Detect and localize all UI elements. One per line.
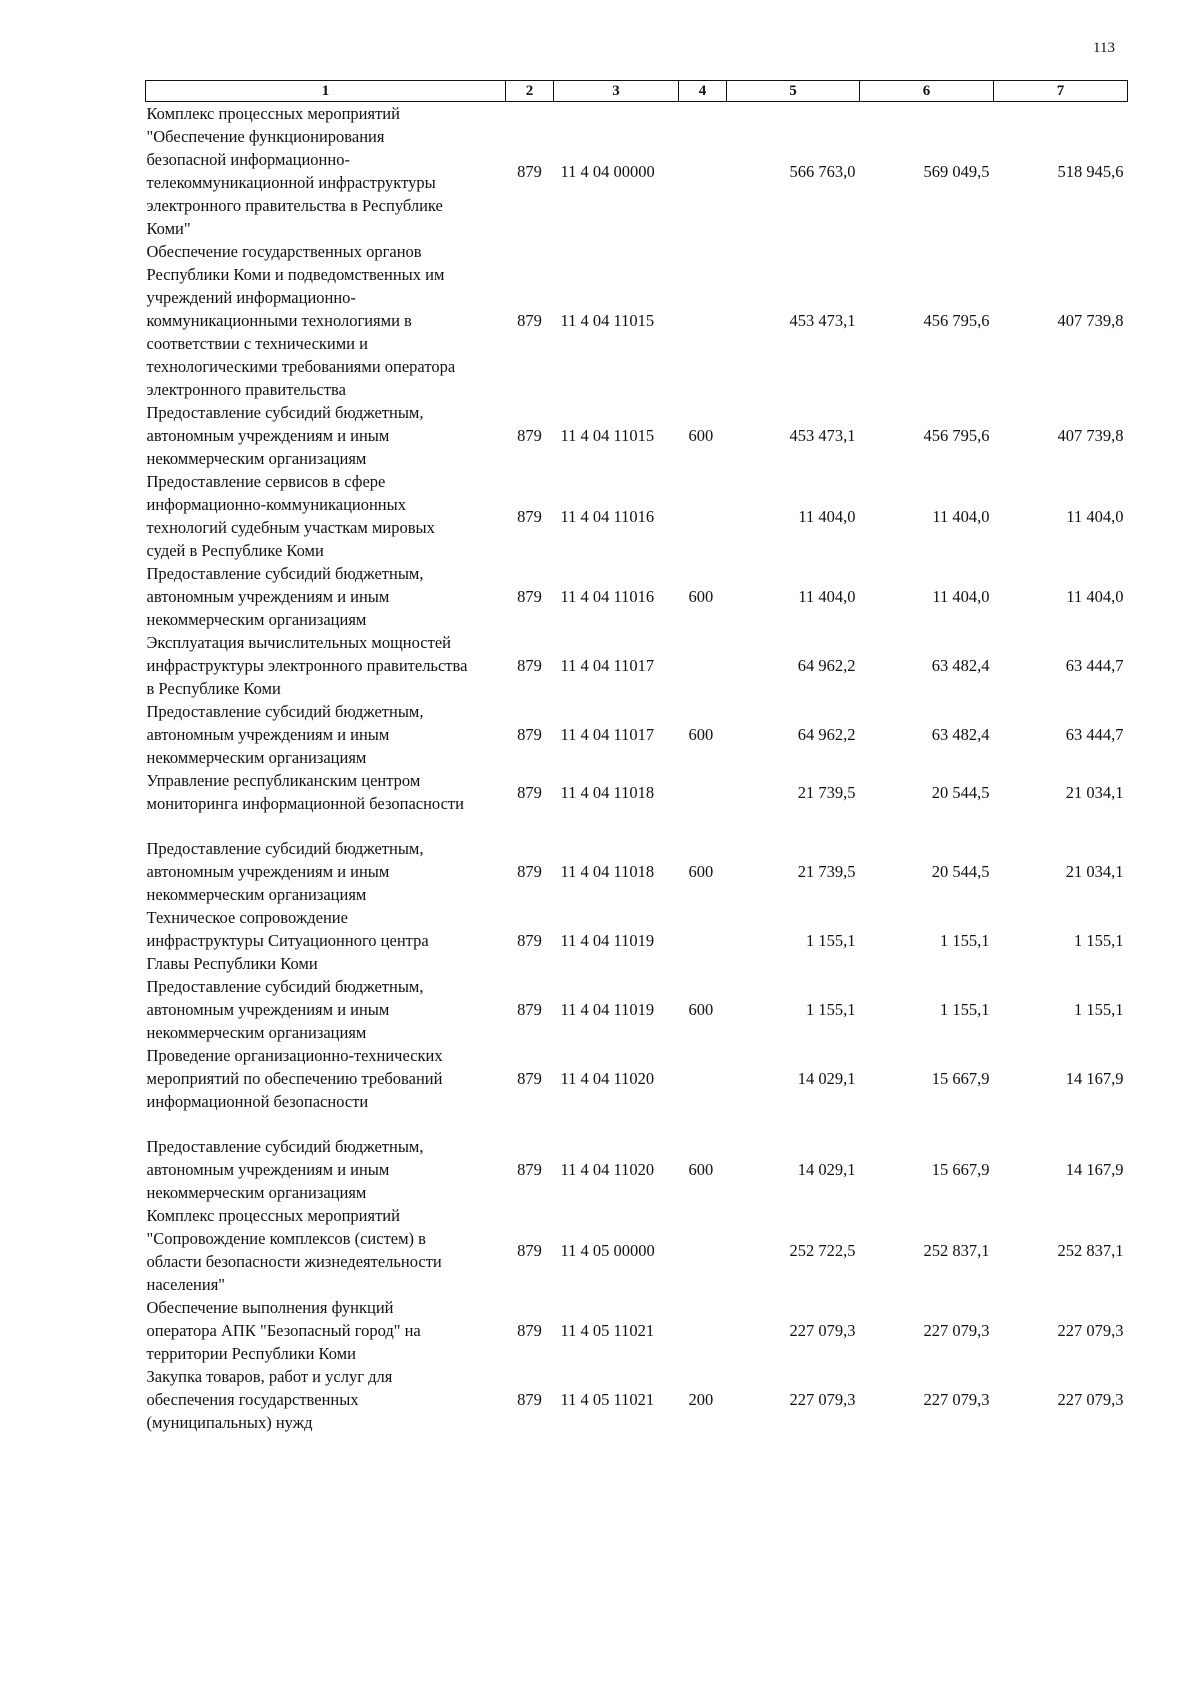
row-name-line: Проведение организационно-технических [146,1046,443,1065]
row-name [146,562,506,631]
row-amount-1: 227 079,3 [789,1321,856,1340]
row-target-code: 11 4 04 11019 [560,931,655,950]
row-name-line: населения" [146,1275,226,1294]
row-name [146,1044,506,1135]
row-amount-2: 20 544,5 [931,782,990,802]
row-expense-type: 600 [688,1000,714,1019]
row-amount-3: 407 739,8 [1057,426,1124,445]
table-row [146,1204,1128,1296]
row-grbs: 879 [517,506,542,526]
row-amount-3: 11 404,0 [1066,587,1124,606]
table-row [146,1365,1128,1434]
row-name-line: судей в Республике Коми [146,541,324,560]
row-name-line: Предоставление субсидий бюджетным, [146,839,424,858]
row-name-line: Техническое сопровождение [146,908,348,927]
row-grbs: 879 [517,587,542,606]
header-row [146,81,1128,102]
row-amount-2: 227 079,3 [923,1321,990,1340]
row-name-line: Комплекс процессных мероприятий [146,1206,400,1225]
table-row [146,240,1128,401]
row-expense-type: 600 [688,587,714,606]
row-amount-3: 14 167,9 [1065,1069,1124,1088]
row-grbs: 879 [517,426,542,445]
row-grbs: 879 [517,1390,542,1409]
row-name-line: Предоставление субсидий бюджетным, [146,1137,424,1156]
row-name-line: некоммерческим организациям [146,885,367,904]
row-amount-1: 64 962,2 [797,656,856,675]
row-amount-3: 227 079,3 [1057,1390,1124,1409]
row-name-line: Коми" [146,219,191,238]
row-grbs: 879 [517,656,542,675]
row-grbs: 879 [517,725,542,744]
row-amount-2: 15 667,9 [931,1160,990,1179]
row-name [146,1135,506,1204]
header-col-3: 3 [554,81,679,102]
row-grbs: 879 [517,1321,542,1340]
row-name-line: обеспечения государственных [146,1390,359,1409]
row-expense-type [679,240,727,401]
header-col-7: 7 [994,81,1128,102]
budget-table [145,80,1128,1434]
row-expense-type [679,1044,727,1135]
table-row [146,906,1128,975]
table-row [146,1296,1128,1365]
row-name-line: технологий судебным участкам мировых [146,518,435,537]
row-grbs: 879 [517,1160,542,1179]
row-target-code: 11 4 04 11018 [560,862,655,881]
row-name-line: некоммерческим организациям [146,610,367,629]
row-name-line: Обеспечение выполнения функций [146,1298,394,1317]
row-name [146,1204,506,1296]
row-amount-3: 21 034,1 [1065,862,1124,881]
row-name [146,1296,506,1365]
header-col-1: 1 [146,81,506,102]
row-amount-3: 227 079,3 [1057,1321,1124,1340]
row-expense-type [679,906,727,975]
row-name-line: в Республике Коми [146,679,281,698]
row-name-line: мероприятий по обеспечению требований [146,1069,443,1088]
page-number: 113 [1093,40,1115,56]
row-name-line: автономным учреждениям и иным [146,1000,390,1019]
row-amount-3: 63 444,7 [1065,725,1124,744]
row-amount-1: 1 155,1 [806,1000,856,1019]
row-amount-2: 1 155,1 [940,931,990,950]
table-row [146,837,1128,906]
row-name-line: некоммерческим организациям [146,449,367,468]
row-amount-2: 227 079,3 [923,1390,990,1409]
row-name-line: автономным учреждениям и иным [146,1160,390,1179]
row-name-line: Главы Республики Коми [146,954,318,973]
row-name-line: автономным учреждениям и иным [146,587,390,606]
row-name-line: некоммерческим организациям [146,1183,367,1202]
row-name-line: коммуникационными технологиями в [146,311,412,330]
table-row [146,470,1128,562]
row-amount-3: 1 155,1 [1074,931,1124,950]
row-expense-type: 600 [688,1160,714,1179]
row-name [146,401,506,470]
table-row [146,769,1128,837]
row-amount-2: 20 544,5 [931,862,990,881]
row-name-line: автономным учреждениям и иным [146,426,390,445]
table-row [146,401,1128,470]
header-col-6: 6 [860,81,994,102]
row-expense-type: 200 [688,1390,714,1409]
row-name-line: оператора АПК "Безопасный город" на [146,1321,421,1340]
row-name [146,631,506,700]
row-grbs: 879 [517,782,542,802]
row-grbs: 879 [517,862,542,881]
row-target-code: 11 4 04 11019 [560,1000,655,1019]
row-name-line: Управление республиканским центром [146,771,421,790]
row-name-line: электронного правительства в Республике [146,196,443,215]
row-name-line: мониторинга информационной безопасности [146,794,464,813]
row-name [146,837,506,906]
row-amount-1: 11 404,0 [798,506,856,526]
row-amount-2: 63 482,4 [931,725,990,744]
row-target-code: 11 4 04 11015 [560,311,655,330]
row-name [146,700,506,769]
row-name-line: Предоставление сервисов в сфере [146,472,386,491]
row-amount-1: 227 079,3 [789,1390,856,1409]
table-row [146,102,1128,241]
row-name-line: автономным учреждениям и иным [146,725,390,744]
row-amount-2: 11 404,0 [932,587,990,606]
row-name-line: (муниципальных) нужд [146,1413,313,1432]
row-amount-3: 21 034,1 [1065,782,1124,802]
row-name-line: некоммерческим организациям [146,1023,367,1042]
row-name [146,769,506,837]
row-name-line: автономным учреждениям и иным [146,862,390,881]
row-target-code: 11 4 04 11015 [560,426,655,445]
header-col-2: 2 [506,81,554,102]
row-name [146,240,506,401]
row-name-line: Предоставление субсидий бюджетным, [146,564,424,583]
row-target-code: 11 4 04 11020 [560,1160,655,1179]
table-row [146,562,1128,631]
row-target-code: 11 4 04 11016 [560,587,655,606]
row-amount-1: 566 763,0 [789,161,856,181]
row-name-line: территории Республики Коми [146,1344,356,1363]
row-name-line: Республики Коми и подведомственных им [146,265,445,284]
row-name-line: Обеспечение государственных органов [146,242,422,261]
row-target-code: 11 4 05 00000 [560,1240,655,1260]
row-amount-2: 456 795,6 [923,311,990,330]
row-name-line: Предоставление субсидий бюджетным, [146,977,424,996]
row-amount-1: 11 404,0 [798,587,856,606]
row-amount-3: 1 155,1 [1074,1000,1124,1019]
row-name-line: информационно-коммуникационных [146,495,406,514]
table-body [146,102,1128,1435]
row-expense-type: 600 [688,426,714,445]
row-name-line: информационной безопасности [146,1092,369,1111]
row-amount-2: 11 404,0 [932,506,990,526]
row-grbs: 879 [517,161,542,181]
row-amount-1: 14 029,1 [797,1160,856,1179]
row-name [146,906,506,975]
row-name-line: Эксплуатация вычислительных мощностей [146,633,451,652]
row-grbs: 879 [517,931,542,950]
row-grbs: 879 [517,1000,542,1019]
row-target-code: 11 4 04 11020 [560,1069,655,1088]
row-name-line: "Обеспечение функционирования [146,127,385,146]
row-expense-type [679,102,727,241]
row-expense-type [679,1296,727,1365]
table-row [146,700,1128,769]
header-col-5: 5 [727,81,860,102]
table-row [146,631,1128,700]
row-name-line: инфраструктуры Ситуационного центра [146,931,429,950]
table-row [146,1044,1128,1135]
table-row [146,975,1128,1044]
row-target-code: 11 4 04 00000 [560,161,655,181]
row-grbs: 879 [517,311,542,330]
row-expense-type [679,470,727,562]
row-grbs: 879 [517,1069,542,1088]
row-expense-type: 600 [688,862,714,881]
row-name-line: соответствии с техническими и [146,334,368,353]
row-name [146,102,506,241]
row-amount-3: 407 739,8 [1057,311,1124,330]
row-amount-3: 63 444,7 [1065,656,1124,675]
row-amount-2: 569 049,5 [923,161,990,181]
row-target-code: 11 4 05 11021 [560,1321,655,1340]
row-name-line: инфраструктуры электронного правительства [146,656,468,675]
row-target-code: 11 4 05 11021 [560,1390,655,1409]
row-expense-type [679,631,727,700]
row-amount-2: 252 837,1 [923,1240,990,1260]
row-amount-3: 518 945,6 [1057,161,1124,181]
row-amount-1: 453 473,1 [789,311,856,330]
row-name-line: области безопасности жизнедеятельности [146,1252,442,1271]
row-amount-1: 14 029,1 [797,1069,856,1088]
row-target-code: 11 4 04 11017 [560,656,655,675]
row-amount-2: 456 795,6 [923,426,990,445]
row-target-code: 11 4 04 11017 [560,725,655,744]
row-name [146,470,506,562]
row-amount-3: 11 404,0 [1066,506,1124,526]
row-amount-3: 14 167,9 [1065,1160,1124,1179]
row-name [146,975,506,1044]
row-name-line: электронного правительства [146,380,346,399]
row-amount-1: 252 722,5 [789,1240,856,1260]
row-amount-2: 15 667,9 [931,1069,990,1088]
row-amount-1: 1 155,1 [806,931,856,950]
row-amount-3: 252 837,1 [1057,1240,1124,1260]
row-expense-type [679,769,727,837]
row-name [146,1365,506,1434]
row-amount-1: 21 739,5 [797,782,856,802]
row-amount-1: 453 473,1 [789,426,856,445]
row-name-line: безопасной информационно- [146,150,350,169]
row-name-line: "Сопровождение комплексов (систем) в [146,1229,426,1248]
row-name-line: учреждений информационно- [146,288,356,307]
row-name-line: некоммерческим организациям [146,748,367,767]
row-name-line: Комплекс процессных мероприятий [146,104,400,123]
row-grbs: 879 [517,1240,542,1260]
row-amount-2: 1 155,1 [940,1000,990,1019]
header-col-4: 4 [679,81,727,102]
row-name-line: Предоставление субсидий бюджетным, [146,702,424,721]
row-amount-2: 63 482,4 [931,656,990,675]
row-amount-1: 21 739,5 [797,862,856,881]
row-name-line: технологическими требованиями оператора [146,357,456,376]
row-name-line: телекоммуникационной инфраструктуры [146,173,436,192]
row-target-code: 11 4 04 11018 [560,782,655,802]
row-target-code: 11 4 04 11016 [560,506,655,526]
row-expense-type: 600 [688,725,714,744]
row-name-line: Предоставление субсидий бюджетным, [146,403,424,422]
table-row [146,1135,1128,1204]
row-name-line: Закупка товаров, работ и услуг для [146,1367,393,1386]
table-header [146,81,1128,102]
row-amount-1: 64 962,2 [797,725,856,744]
row-expense-type [679,1204,727,1296]
